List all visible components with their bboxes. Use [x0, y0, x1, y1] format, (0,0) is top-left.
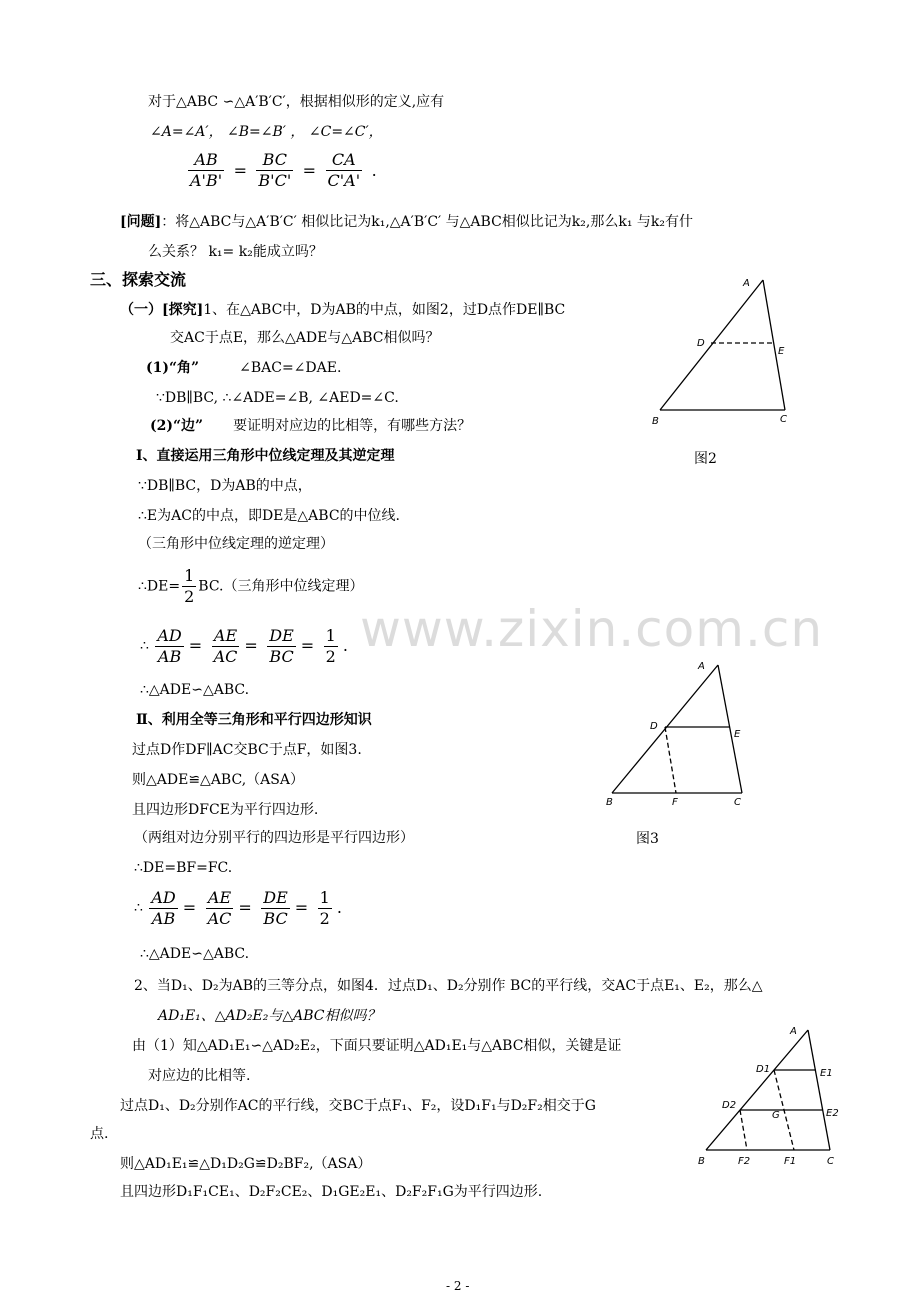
- question-2-line-8: 且四边形D₁F₁CE₁、D₂F₂CE₂、D₁GE₂E₁、D₂F₂F₁G为平行四边形.: [120, 1184, 543, 1200]
- fraction-ab: $\frac{AB}{A'B'}$: [190, 150, 223, 190]
- question-2-line-4: 对应边的比相等.: [148, 1068, 251, 1084]
- question-2-line-7: 则△AD₁E₁≌△D₁D₂G≌D₂BF₂,（ASA）: [120, 1156, 372, 1172]
- fig2-label-b: B: [652, 416, 659, 427]
- fig3-label-c: C: [734, 797, 741, 808]
- fig3-label-f: F: [672, 797, 678, 808]
- method-1-line-3: （三角形中位线定理的逆定理）: [138, 536, 334, 552]
- angle-equalities: ∠A=∠A′， ∠B=∠B′ ， ∠C=∠C′，: [150, 124, 383, 140]
- method-2-conclusion: ∴△ADE∽△ABC.: [140, 946, 250, 962]
- question-2-line-5: 过点D₁、D₂分别作AC的平行线，交BC于点F₁、F₂，设D₁F₁与D₂F₂相交于G: [120, 1098, 596, 1114]
- method-2-line-2: 则△ADE≌△ABC,（ASA）: [132, 772, 304, 788]
- fig4-label-c: C: [827, 1156, 834, 1167]
- method-1-line-4: ∴DE= $\frac{1}{2}$ BC.（三角形中位线定理）: [138, 566, 364, 606]
- figure-4-triangle: [690, 1020, 850, 1180]
- page-number: - 2 -: [446, 1279, 470, 1293]
- fig3-label-b: B: [606, 797, 613, 808]
- fig3-label-e: E: [734, 729, 741, 740]
- figure-2-triangle: [640, 270, 800, 440]
- question-2-line-2: AD₁E₁、△AD₂E₂与△ABC相似吗？: [158, 1008, 381, 1024]
- fig4-side-ab: [706, 1030, 808, 1150]
- fig4-label-b: B: [698, 1156, 705, 1167]
- fig4-label-e1: E1: [820, 1068, 833, 1079]
- fig2-label-e: E: [778, 346, 785, 357]
- method-1-ratio-equation: ∴ $\frac{AD}{AB}$ = $\frac{AE}{AC}$ = $\frac{DE}{BC}$ = $\frac{1}{2}$ .: [140, 625, 348, 666]
- explore-line-2: 交AC于点E，那么△ADE与△ABC相似吗？: [170, 330, 440, 346]
- figure-3-triangle: [600, 655, 760, 815]
- fraction-bc: $\frac{BC}{B'C'}$: [258, 150, 292, 190]
- fig4-label-e2: E2: [826, 1108, 839, 1119]
- figure-2-caption: 图2: [694, 451, 717, 467]
- method-1-line-2: ∴E为AC的中点，即DE是△ABC的中位线.: [138, 508, 400, 524]
- side-step: (2)“边” 要证明对应边的比相等，有哪些方法？: [150, 418, 472, 434]
- question-2-line-3: 由（1）知△AD₁E₁∽△AD₂E₂，下面只要证明△AD₁E₁与△ABC相似，关键是证: [132, 1038, 622, 1054]
- fraction-half: $\frac{1}{2}$: [184, 566, 195, 606]
- fig3-segment-df: [665, 727, 676, 793]
- because-parallel: ∵DB∥BC, ∴∠ADE=∠B, ∠AED=∠C.: [156, 390, 399, 406]
- method-2-ratio-equation: ∴ $\frac{AD}{AB}$ = $\frac{AE}{AC}$ = $\frac{DE}{BC}$ = $\frac{1}{2}$ .: [134, 887, 342, 928]
- fig4-label-d1: D1: [756, 1064, 771, 1075]
- figure-3-caption: 图3: [636, 831, 659, 847]
- ratio-equation: $\frac{AB}{A'B'}$ = $\frac{BC}{B'C'}$ = $\frac{CA}{C'A'}$ .: [190, 150, 377, 190]
- fig4-label-f2: F2: [738, 1156, 751, 1167]
- fig3-label-d: D: [650, 721, 658, 732]
- method-2-line-5: ∴DE=BF=FC.: [134, 860, 233, 876]
- explore-line-1: （一）[探究]1、在△ABC中，D为AB的中点，如图2，过D点作DE∥BC: [120, 302, 566, 318]
- question-label: [问题]: [120, 214, 162, 230]
- fig4-label-d2: D2: [722, 1100, 737, 1111]
- fig2-label-c: C: [780, 414, 787, 425]
- fraction-ca: $\frac{CA}{C'A'}$: [327, 150, 361, 190]
- fig4-side-ac: [808, 1030, 830, 1150]
- similar-definition-text: 对于△ABC ∽△A′B′C′，根据相似形的定义,应有: [148, 94, 445, 110]
- watermark: www.zixin.com.cn: [360, 600, 824, 658]
- fig4-label-g: G: [772, 1110, 780, 1121]
- method-2-line-4: （两组对边分别平行的四边形是平行四边形）: [134, 830, 414, 846]
- method-2-title: Ⅱ、利用全等三角形和平行四边形知识: [136, 712, 372, 728]
- fig4-segment-d2f2: [740, 1110, 747, 1150]
- method-1-conclusion: ∴△ADE∽△ABC.: [140, 682, 250, 698]
- fig2-label-a: A: [743, 278, 750, 289]
- fig2-side-ac: [763, 280, 785, 410]
- fig4-label-a: A: [790, 1026, 797, 1037]
- method-1-line-1: ∵DB∥BC，D为AB的中点，: [138, 478, 312, 494]
- question-2-line-6: 点.: [90, 1126, 109, 1142]
- question-line-2: 么关系？ k₁= k₂能成立吗？: [148, 244, 323, 260]
- question-2-line-1: 2、当D₁、D₂为AB的三等分点，如图4．过点D₁、D₂分别作 BC的平行线，交AC于点E₁、E₂，那么△: [134, 978, 763, 994]
- fig2-label-d: D: [697, 338, 705, 349]
- method-2-line-3: 且四边形DFCE为平行四边形.: [132, 802, 319, 818]
- fig3-label-a: A: [698, 661, 705, 672]
- method-1-title: Ⅰ、直接运用三角形中位线定理及其逆定理: [136, 448, 395, 464]
- angle-step: (1)“角” ∠BAC=∠DAE.: [146, 360, 342, 376]
- fig4-label-f1: F1: [784, 1156, 797, 1167]
- section-title: 三、探索交流: [90, 270, 187, 289]
- fig2-side-ab: [660, 280, 763, 410]
- method-2-line-1: 过点D作DF∥AC交BC于点F，如图3.: [132, 742, 362, 758]
- question-line-1: [问题]：将△ABC与△A′B′C′ 相似比记为k₁,△A′B′C′ 与△ABC相似比记为k₂,那么k₁ 与k₂有什: [120, 214, 693, 230]
